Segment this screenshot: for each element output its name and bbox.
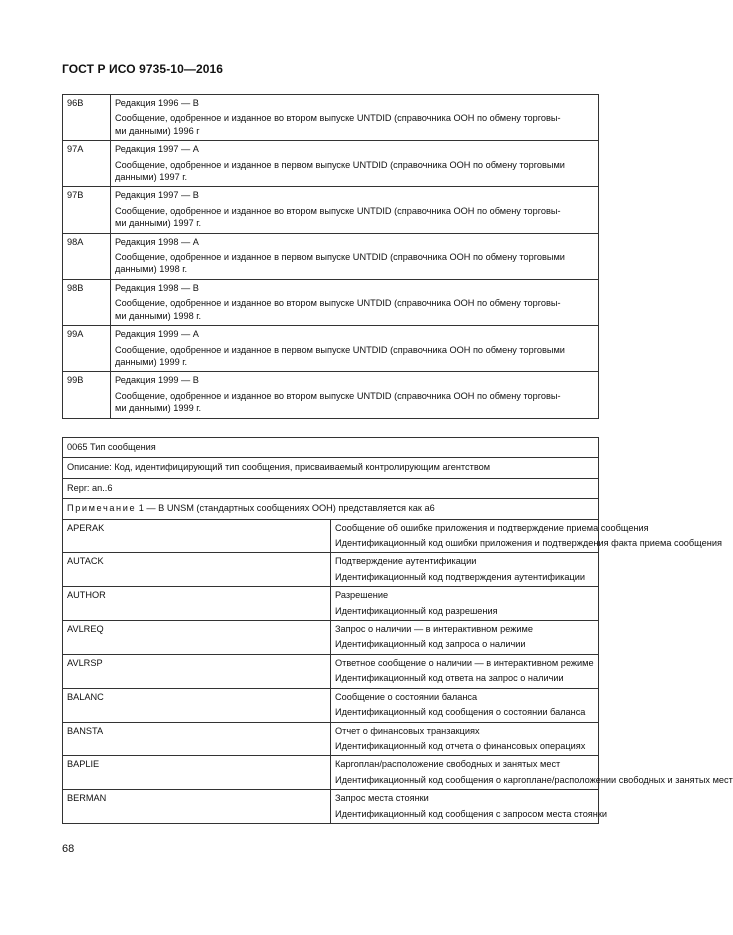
message-code: BAPLIE bbox=[63, 756, 331, 790]
document-header: ГОСТ Р ИСО 9735-10—2016 bbox=[62, 62, 224, 76]
release-codes-body bbox=[63, 95, 599, 419]
message-description: Идентификационный код отчета о финансовых операциях bbox=[335, 740, 586, 751]
element-note bbox=[63, 499, 599, 519]
message-description: Идентификационный код сообщения о состоянии баланса bbox=[335, 707, 586, 718]
release-details bbox=[111, 326, 599, 372]
message-row bbox=[63, 587, 599, 621]
release-title: Редакция 1996 — B bbox=[115, 98, 199, 108]
release-code: 96B bbox=[63, 95, 111, 141]
element-repr-row bbox=[63, 478, 599, 498]
release-code: 98B bbox=[63, 279, 111, 325]
message-code: APERAK bbox=[63, 519, 331, 553]
message-name: Ответное сообщение о наличии — в интерактивном режиме bbox=[335, 657, 594, 668]
release-description-line: Сообщение, одобренное и изданное в первом выпуске UNTDID (справочника ООН по обмену торговыми bbox=[115, 252, 565, 263]
release-details bbox=[111, 233, 599, 279]
release-details bbox=[111, 95, 599, 141]
message-row bbox=[63, 519, 599, 553]
release-row bbox=[63, 141, 599, 187]
message-description: Идентификационный код разрешения bbox=[335, 605, 498, 616]
message-row bbox=[63, 722, 599, 756]
message-details bbox=[331, 790, 608, 824]
message-name: Сообщение об ошибке приложения и подтверждение приема сообщения bbox=[335, 522, 649, 533]
release-details bbox=[111, 187, 599, 233]
element-heading-row bbox=[63, 438, 599, 458]
element-description-row bbox=[63, 458, 599, 478]
message-row bbox=[63, 790, 599, 824]
release-description-line: данными) 1998 г. bbox=[115, 264, 188, 275]
message-code: AVLREQ bbox=[63, 621, 331, 655]
release-description-line: ми данными) 1997 г. bbox=[115, 218, 202, 229]
message-details bbox=[331, 756, 733, 790]
message-description: Идентификационный код ответа на запрос о наличии bbox=[335, 673, 564, 684]
release-codes-table bbox=[62, 94, 599, 419]
message-code: AUTHOR bbox=[63, 587, 331, 621]
message-name: Запрос места стоянки bbox=[335, 793, 429, 804]
release-code: 97B bbox=[63, 187, 111, 233]
release-row bbox=[63, 233, 599, 279]
message-row bbox=[63, 688, 599, 722]
element-note-row bbox=[63, 499, 599, 519]
release-row bbox=[63, 326, 599, 372]
release-row bbox=[63, 187, 599, 233]
release-description-line: ми данными) 1996 г bbox=[115, 125, 200, 136]
message-row bbox=[63, 654, 599, 688]
release-code: 99B bbox=[63, 372, 111, 418]
release-description-line: данными) 1999 г. bbox=[115, 356, 188, 367]
message-name: Отчет о финансовых транзакциях bbox=[335, 725, 480, 736]
message-row bbox=[63, 756, 599, 790]
release-code: 98A bbox=[63, 233, 111, 279]
message-name: Запрос о наличии — в интерактивном режиме bbox=[335, 624, 533, 635]
message-details bbox=[331, 621, 599, 655]
release-details bbox=[111, 141, 599, 187]
message-description: Идентификационный код сообщения о каргоплане/расположении свободных и занятых мест bbox=[335, 774, 733, 785]
release-row bbox=[63, 95, 599, 141]
message-type-table bbox=[62, 437, 733, 824]
message-name: Разрешение bbox=[335, 590, 389, 601]
release-row bbox=[63, 372, 599, 418]
message-description: Идентификационный код запроса о наличии bbox=[335, 639, 526, 650]
message-name: Сообщение о состоянии баланса bbox=[335, 691, 478, 702]
release-description-line: Сообщение, одобренное и изданное в первом выпуске UNTDID (справочника ООН по обмену торговыми bbox=[115, 344, 565, 355]
message-type-body bbox=[63, 438, 733, 824]
message-details bbox=[331, 688, 599, 722]
release-description-line: Сообщение, одобренное и изданное во втором выпуске UNTDID (справочника ООН по обмену торговы- bbox=[115, 113, 561, 124]
message-details bbox=[331, 722, 599, 756]
release-description-line: ми данными) 1999 г. bbox=[115, 403, 202, 414]
message-description: Идентификационный код ошибки приложения и подтверждения факта приема сообщения bbox=[335, 538, 722, 549]
release-description-line: Сообщение, одобренное и изданное в первом выпуске UNTDID (справочника ООН по обмену торговыми bbox=[115, 159, 565, 170]
message-code: AVLRSP bbox=[63, 654, 331, 688]
release-title: Редакция 1997 — A bbox=[115, 144, 199, 155]
message-details bbox=[331, 553, 599, 587]
release-details bbox=[111, 279, 599, 325]
note-label: Примечание bbox=[67, 503, 137, 514]
release-code: 97A bbox=[63, 141, 111, 187]
message-row bbox=[63, 553, 599, 587]
release-description-line: Сообщение, одобренное и изданное во втором выпуске UNTDID (справочника ООН по обмену торговы- bbox=[115, 390, 561, 401]
release-description-line: Сообщение, одобренное и изданное во втором выпуске UNTDID (справочника ООН по обмену торговы- bbox=[115, 205, 561, 216]
message-name: Каргоплан/расположение свободных и занятых мест bbox=[335, 759, 561, 770]
message-details bbox=[331, 587, 599, 621]
release-description-line: данными) 1997 г. bbox=[115, 172, 188, 183]
message-description: Идентификационный код подтверждения аутентификации bbox=[335, 571, 585, 582]
message-code: BANSTA bbox=[63, 722, 331, 756]
release-details bbox=[111, 372, 599, 418]
element-description: Описание: Код, идентифицирующий тип сообщения, присваиваемый контролирующим агентством bbox=[63, 458, 599, 478]
release-title: Редакция 1997 — B bbox=[115, 190, 199, 201]
page-number: 68 bbox=[62, 843, 75, 855]
release-description-line: Сообщение, одобренное и изданное во втором выпуске UNTDID (справочника ООН по обмену торговы- bbox=[115, 298, 561, 309]
message-code: BALANC bbox=[63, 688, 331, 722]
note-text: 1 — В UNSM (стандартных сообщениях ООН) представляется как а6 bbox=[136, 503, 435, 514]
release-title: Редакция 1999 — A bbox=[115, 329, 199, 340]
message-name: Подтверждение аутентификации bbox=[335, 556, 477, 567]
message-row bbox=[63, 621, 599, 655]
element-heading: 0065 Тип сообщения bbox=[63, 438, 599, 458]
message-details bbox=[331, 654, 599, 688]
message-details bbox=[331, 519, 722, 553]
release-title: Редакция 1998 — A bbox=[115, 236, 199, 247]
release-title: Редакция 1999 — B bbox=[115, 375, 199, 386]
message-code: AUTACK bbox=[63, 553, 331, 587]
release-title: Редакция 1998 — B bbox=[115, 282, 199, 293]
element-repr: Repr: an..6 bbox=[63, 478, 599, 498]
message-description: Идентификационный код сообщения с запросом места стоянки bbox=[335, 808, 608, 819]
message-code: BERMAN bbox=[63, 790, 331, 824]
release-description-line: ми данными) 1998 г. bbox=[115, 310, 202, 321]
release-row bbox=[63, 279, 599, 325]
release-code: 99A bbox=[63, 326, 111, 372]
